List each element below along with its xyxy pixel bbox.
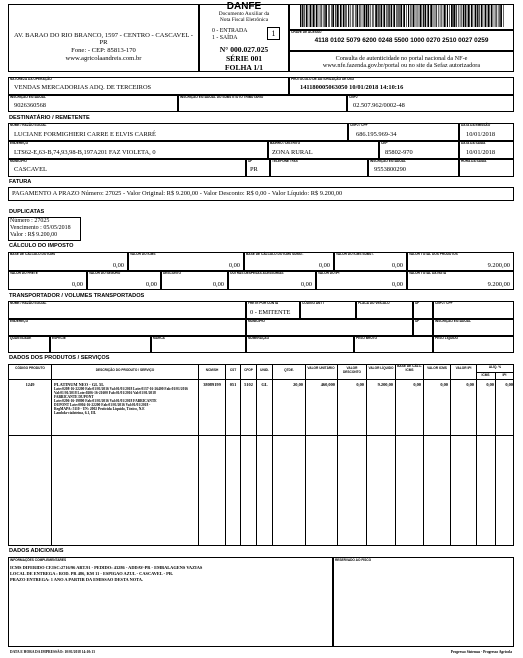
dest-cep-label: CEP [381,141,388,145]
barcode-bar [353,5,354,27]
item-desc-line: RegMAPA: 5110 - UN: 2002 Pesticida Líquido, Tóxico, N.E [54,407,145,411]
th-valor-liq: VALOR LÍQUIDO [368,366,394,370]
barcode-bar [375,5,377,27]
info-line-2: LOCAL DE ENTREGA : ROD. PR 486, KM 11 - ESPIGAO AZUL - CASCAVEL - PR. [10,571,174,576]
imp-total-prod-value: 9.200,00 [487,262,510,269]
dest-ie-value: 9553800290 [374,166,406,173]
dest-fone-label: TELEFONE / FAX [272,159,298,163]
item-desc-line: PLATINUM NEO - GL 5L [54,382,105,387]
col-div-8 [337,364,338,546]
imp-ipi-label: VALOR DO IPI [318,271,340,275]
col-div-5 [256,364,257,546]
barcode-bar [471,5,473,27]
transp-nome-label: NOME / RAZÃO SOCIAL [10,301,47,305]
dest-bairro-label: BAIRRO / DISTRITO [270,141,301,145]
dest-saida-label: DATA DA SAÍDA [461,141,486,145]
barcode-bar [300,5,301,27]
barcode-bar [381,5,383,27]
protocolo-value: 141180005063050 10/01/2018 14:10:16 [300,84,404,91]
transp-municipio-label: MUNICÍPIO [248,319,265,323]
barcode-bar [302,5,303,27]
barcode-bar [372,5,373,27]
barcode-bar [393,5,395,27]
transp-especie-label: ESPÉCIE [52,336,66,340]
transp-peso-bruto-label: PESO BRUTO [356,336,378,340]
duplicata-numero: Número : 27025 [10,218,50,224]
barcode-bar [496,5,497,27]
barcode-bar [389,5,390,27]
barcode-bar [388,5,389,27]
col-div-6 [272,364,273,546]
dest-municipio-value: CASCAVEL [14,166,47,173]
adicionais-section-title: DADOS ADICIONAIS [9,548,64,554]
item-desc-line: DUPONT Lote:0004-16-22200 Fab:01/01/2016 Val:01/01/2018 - [54,403,151,407]
item-desc-line: Lote:0208-16-22200 Fab:01/01/2016 Val:01/01/2018 Lote:0137-16-26400 Fab:01/01/2016 [54,387,188,391]
dest-endereco-value: LTS62-E,63-B,74,93,98-B,197A201 FAZ VIOLETA, 0 [14,149,156,156]
imp-desconto-label: DESCONTO [163,271,182,275]
item-icms: 0,00 [440,382,448,387]
barcode-bar [309,5,310,27]
danfe-subtitle-2: Nota Fiscal Eletrônica [219,17,269,23]
barcode-bar [325,5,327,27]
barcode-bar [378,5,379,27]
item-liquido: 9.200,00 [377,382,393,387]
nf-folha: FOLHA 1/1 [224,63,264,72]
barcode-bar [488,5,490,27]
transp-antt-label: CÓDIGO ANTT [302,301,325,305]
barcode-bar [319,5,320,27]
th-cfop: CFOP [244,368,253,372]
barcode-bar [453,5,455,27]
barcode-bar [364,5,366,27]
transp-frete-label: FRETE POR CONTA [248,301,279,305]
barcode-bar [328,5,329,27]
barcode-bar [430,5,432,27]
barcode-bar [335,5,336,27]
imp-seguro-label: VALOR DO SEGURO [89,271,121,275]
barcode-bar [345,5,346,27]
barcode-image [300,5,504,27]
dest-saida-value: 10/01/2018 [466,149,496,156]
barcode-bar [494,5,495,27]
ie-value: 9026360568 [14,102,46,109]
barcode-bar [477,5,478,27]
fisco-box [333,557,514,647]
barcode-bar [451,5,453,27]
dest-cnpj-label: CNPJ / CPF [350,123,368,127]
chave-acesso: 4118 0102 5079 6200 0248 5500 1000 0270 2510 0027 0259 [314,37,489,44]
barcode-bar [433,5,434,27]
dest-emissao-label: DATA DA EMISSÃO [461,123,491,127]
imp-desconto-value: 0,00 [212,281,224,288]
th-valor-unit: VALOR UNITÁRIO [307,366,335,370]
imp-icms-label: VALOR DO ICMS [130,252,156,256]
item-desc-line: Lote:0206-16-19800 Fab:01/01/2016 Val:01/01/2018 FABRICANTE [54,399,157,403]
danfe-title: DANFE [226,1,262,12]
th-descricao: DESCRIÇÃO DO PRODUTO / SERVIÇO [95,368,155,372]
protocolo-label: PROTOCOLO DE AUTORIZAÇÃO DE USO [291,77,355,81]
th-qtde: QTDE. [284,368,294,372]
barcode-bar [503,5,504,27]
transp-placa-label: PLACA DO VEÍCULO [358,301,390,305]
th-aliq: ALÍQ. % [488,365,502,369]
barcode-bar [356,5,358,27]
entrada-label: 0 - ENTRADA [212,28,248,34]
barcode-bar [346,5,347,27]
imp-bc-icms-label: BASE DE CÁLCULO DO ICMS [10,252,56,256]
barcode-bar [479,5,480,27]
barcode-bar [368,5,369,27]
ie-st-label: INSCRIÇÃO ESTADUAL DO SUBSTITUTO TRIBUTÁRIO [180,95,264,99]
th-aliq-icms: ICMS [481,373,490,377]
barcode-bar [481,5,483,27]
barcode-bar [467,5,468,27]
barcode-bar [449,5,450,27]
item-aliq-ipi: 0,00 [505,382,513,387]
barcode-bar [366,5,368,27]
item-aliq-icms: 0,00 [486,382,494,387]
item-descricao [54,382,198,415]
duplicata-vencimento: Vencimento : 05/05/2018 [10,225,71,231]
barcode-bar [419,5,420,27]
barcode-bar [383,5,385,27]
imp-frete-value: 0,00 [71,281,83,288]
nf-number: N° 000.027.025 [219,45,269,54]
barcode-bar [487,5,488,27]
col-div-10 [395,364,396,546]
nf-serie: SÉRIE 001 [225,54,263,63]
barcode-bar [427,5,429,27]
imp-frete-label: VALOR DO FRETE [10,271,38,275]
th-unid: UNID. [260,368,269,372]
barcode-bar [458,5,459,27]
imposto-section-title: CÁLCULO DO IMPOSTO [9,243,74,249]
imp-total-prod-label: VALOR TOTAL DOS PRODUTOS [409,252,458,256]
ie-label: INSCRIÇÃO ESTADUAL [10,95,46,99]
transp-endereco-box [8,319,246,336]
barcode-bar [337,5,339,27]
barcode-bar [441,5,442,27]
col-div-11 [423,364,424,546]
barcode-bar [443,5,444,27]
barcode-bar [465,5,466,27]
barcode-bar [444,5,446,27]
fisco-label: RESERVADO AO FISCO [335,558,372,562]
emitente-address: AV. BARAO DO RIO BRANCO, 1597 - CENTRO - CASCAVEL - PR [14,32,193,46]
dest-uf-value: PR [250,166,258,173]
col-div-7 [305,364,306,546]
duplicatas-section-title: DUPLICATAS [9,209,45,215]
barcode-bar [412,5,413,27]
barcode-bar [370,5,371,27]
barcode-bar [500,5,502,27]
transp-peso-liquido-label: PESO LÍQUIDO [435,336,459,340]
transp-uf-label: UF [415,301,420,305]
item-valor-unit: 460,000 [320,382,335,387]
transp-municipio-box [246,319,413,336]
dest-uf-label: UF [248,159,253,163]
imp-outras-label: OUTRAS DESPESAS ACESSÓRIAS [230,271,284,275]
barcode-bar [447,5,448,27]
fatura-text: PAGAMENTO A PRAZO Número: 27025 - Valor Original: R$ 9.200,00 - Valor Desconto: R$ 0,00 - Valor Líquido: R$ 9.200,00 [12,190,343,197]
barcode-bar [425,5,427,27]
data-impressao: DATA E HORA DA IMPRESSÃO: 10/01/2018 14:10:13 [10,650,95,654]
consulta-line-1: Consulta de autenticidade no portal nacional da NF-e [335,55,468,62]
sistema-footer: Progresso Sistemas - Progresso Agrícola [450,650,512,654]
barcode-bar [348,5,349,27]
item-cfop: 5102 [244,382,253,387]
imp-bc-icms-value: 0,00 [112,262,124,269]
item-desconto: 0,00 [356,382,364,387]
col-div-12 [450,364,451,546]
dest-hora-label: HORA DA SAÍDA [461,159,487,163]
barcode-bar [399,5,400,27]
th-cst: CST [229,368,237,372]
barcode-bar [400,5,402,27]
barcode-bar [340,5,342,27]
imp-ipi-value: 0,00 [391,281,403,288]
barcode-bar [352,5,353,27]
barcode-bar [350,5,351,27]
barcode-bar [310,5,311,27]
th-codigo: CÓDIGO PRODUTO [15,366,45,370]
barcode-bar [484,5,485,27]
transp-endereco-label: ENDEREÇO [10,319,29,323]
barcode-bar [323,5,324,27]
barcode-bar [468,5,470,27]
barcode-bar [475,5,476,27]
barcode-bar [463,5,465,27]
item-codigo: 1249 [25,382,35,387]
item-desc-line: FABRICANTE DUPONT [54,395,94,399]
natureza-label: NATUREZA DA OPERAÇÃO [10,77,52,81]
th-valor-icms: VALOR ICMS [427,366,447,370]
barcode-bar [306,5,308,27]
cnpj-value: 02.507.962/0002-48 [353,102,405,109]
barcode-bar [438,5,439,27]
barcode-bar [355,5,356,27]
barcode-bar [391,5,392,27]
dest-nome-label: NOME / RAZÃO SOCIAL [10,123,47,127]
natureza-value: VENDAS MERCADORIAS ADQ. DE TERCEIROS [14,84,152,91]
imp-outras-value: 0,00 [300,281,312,288]
barcode-bar [474,5,475,27]
item-desc-line: Val:01/01/2018 Lote:0206-16-21600 Fab:01/01/2016 Val:01/01/2018 [54,391,156,395]
cnpj-label: CNPJ [349,95,358,99]
info-line-3: PRAZO ENTREGA: 1 ANO A PARTIR DA EMISSAO DESTA NOTA. [10,577,144,582]
transp-qtd-label: QUANTIDADE [10,336,32,340]
transp-ie-label: INSCRIÇÃO ESTADUAL [435,319,471,323]
barcode-bar [343,5,345,27]
transp-frete-value: 0 - EMITENTE [250,309,291,316]
barcode-bar [416,5,417,27]
barcode-bar [423,5,424,27]
dest-cnpj-value: 686.195.969-34 [356,131,397,138]
barcode-bar [329,5,330,27]
barcode-bar [316,5,318,27]
imp-icms-st-value: 0,00 [391,262,403,269]
imp-bc-st-label: BASE DE CÁLCULO DO ICMS SUBST. [246,252,304,256]
transp-numeracao-label: NUMERAÇÃO [248,336,270,340]
barcode-bar [373,5,374,27]
barcode-bar [436,5,437,27]
imp-seguro-value: 0,00 [145,281,157,288]
col-div-9 [366,364,367,546]
barcode-bar [332,5,334,27]
barcode-bar [406,5,407,27]
info-line-1: ICMS DIFERIDO CF.ISC:2716/96 ART.91 - PEDIDO: 43286 - ADDAV-PR - EMBALAGENS VAZIAS [10,565,203,570]
col-div-13 [476,364,477,546]
produtos-header-divider [8,379,514,380]
emitente-site: www.agricolaandreis.com.br [65,55,142,62]
item-unid: GL [261,382,268,387]
produtos-first-row-divider [8,435,514,436]
th-valor-ipi: VALOR IPI [455,366,472,370]
imp-total-nota-value: 9.200,00 [487,281,510,288]
tipo-box: 1 [267,27,280,40]
barcode-bar [456,5,457,27]
barcode-bar [491,5,493,27]
dest-ie-label: INSCRIÇÃO ESTADUAL [370,159,406,163]
barcode-bar [386,5,387,27]
imp-icms-value: 0,00 [228,262,240,269]
fatura-section-title: FATURA [9,179,32,185]
barcode-bar [359,5,360,27]
item-cst: 051 [229,382,237,387]
barcode-bar [313,5,315,27]
saida-label: 1 - SAÍDA [212,35,238,41]
imp-bc-st-value: 0,00 [318,262,330,269]
barcode-bar [304,5,305,27]
emitente-phone: Fone: - CEP: 85813-170 [71,47,136,54]
barcode-bar [434,5,435,27]
info-complementares-label: INFORMAÇÕES COMPLEMENTARES [10,558,67,562]
duplicata-valor: Valor : R$ 9.200,00 [10,232,58,238]
col-div-14 [495,372,496,546]
th-bc-icms: BASE DE CÁLC. ICMS [397,364,422,372]
destinatario-section-title: DESTINATÁRIO / REMETENTE [9,115,90,121]
barcode-bar [440,5,441,27]
th-valor-desc: VALOR DESCONTO [342,366,361,374]
barcode-bar [396,5,397,27]
item-desc-line: Lambda-cialotrina, 6.1, III. [54,411,97,415]
imp-total-nota-label: VALOR TOTAL DA NOTA [409,271,447,275]
imp-icms-st-label: VALOR DO ICMS SUBST. [336,252,374,256]
produtos-section-title: DADOS DOS PRODUTOS / SERVIÇOS [9,355,110,361]
barcode-bar [498,5,499,27]
barcode-bar [379,5,380,27]
barcode-bar [417,5,418,27]
item-ipi: 0,00 [466,382,474,387]
barcode-bar [499,5,500,27]
barcode-bar [331,5,332,27]
consulta-line-2: www.nfe.fazenda.gov.br/portal ou no site da Sefaz autorizadora [322,62,481,69]
dest-endereco-label: ENDEREÇO [10,141,29,145]
transp-marca-box [151,336,246,353]
col-div-1 [51,364,52,546]
barcode-bar [397,5,398,27]
col-div-3 [225,364,226,546]
transp-cnpj-label: CNPJ / CPF [435,301,453,305]
dest-nome-value: LUCIANE FORMIGHIERI CARRE E ELVIS CARRÉ [14,131,156,138]
col-div-2 [198,364,199,546]
dest-bairro-value: ZONA RURAL [272,149,313,156]
barcode-bar [461,5,462,27]
barcode-bar [460,5,461,27]
barcode-bar [408,5,409,27]
dest-cep-value: 85802-970 [385,149,413,156]
barcode-bar [321,5,322,27]
dest-emissao-value: 10/01/2018 [466,131,496,138]
item-bc-icms: 0,00 [413,382,421,387]
barcode-bar [420,5,422,27]
danfe-subtitle-1: Documento Auxiliar da [218,11,270,17]
th-ncm: NCM/SH [205,368,219,372]
chave-label: CHAVE DE ACESSO [291,30,322,34]
barcode-bar [413,5,415,27]
barcode-bar [312,5,313,27]
transp-marca-label: MARCA [153,336,165,340]
col-div-4 [240,364,241,546]
transp-uf2-label: UF [415,319,420,323]
th-aliq-ipi: IPI [502,373,507,377]
barcode-bar [403,5,405,27]
item-ncm: 38089199 [203,382,221,387]
barcode-bar [362,5,363,27]
transportador-section-title: TRANSPORTADOR / VOLUMES TRANSPORTADOS [9,293,145,299]
barcode-bar [485,5,486,27]
barcode-bar [324,5,325,27]
barcode-bar [410,5,411,27]
item-qtde: 20,00 [293,382,303,387]
dest-municipio-label: MUNICÍPIO [10,159,27,163]
